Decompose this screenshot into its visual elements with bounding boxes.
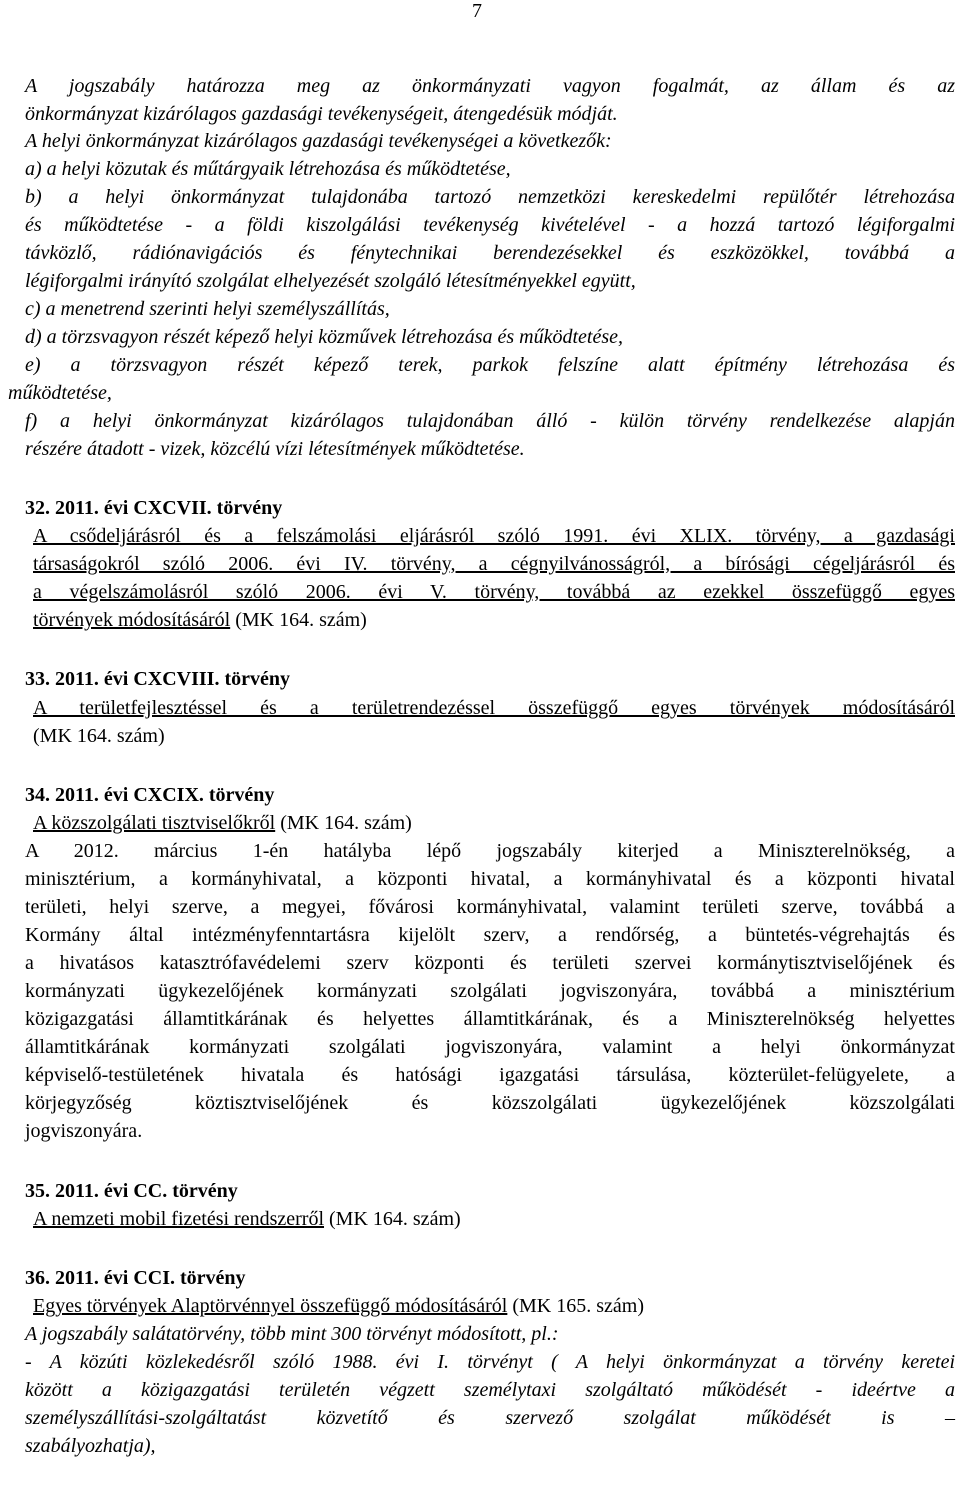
law-source: (MK 164. szám) [275, 812, 412, 834]
paragraph-line: a) a helyi közutak és műtárgyaik létrehozása és működtetése, [25, 158, 511, 180]
law-heading: 36. 2011. évi CCI. törvény [25, 1267, 246, 1289]
paragraph-line: Kormány által intézményfenntartásra kijelölt szerv, a rendőrség, a büntetés-végrehajtás és [25, 924, 955, 946]
law-title-line: a végelszámolásról szóló 2006. évi V. törvény, továbbá az ezekkel összefüggő egyes [33, 581, 955, 603]
law-source: (MK 164. szám) [324, 1208, 461, 1230]
law-title-line [33, 1293, 960, 1320]
law-title-line: A csődeljárásról és a felszámolási eljárásról szóló 1991. évi XLIX. törvény, a gazdasági [33, 525, 955, 547]
paragraph-line: c) a menetrend szerinti helyi személyszállítás, [25, 298, 390, 320]
paragraph-line: képviselő-testületének hivatala és hatósági igazgatási társulása, közterület-felügyelete, a [25, 1064, 955, 1086]
law-heading: 32. 2011. évi CXCVII. törvény [25, 497, 283, 519]
paragraph-line: között a közigazgatási területén végzett személytaxi szolgáltató működését - ideértve a [25, 1379, 955, 1401]
paragraph-line: személyszállítási-szolgáltatást közvetítő és szervező szolgálat működését is – [25, 1407, 955, 1429]
law-title-line [33, 1206, 960, 1233]
paragraph-line: légiforgalmi irányító szolgálat elhelyezését szolgáló létesítményekkel együtt, [25, 270, 636, 292]
paragraph-line: minisztérium, a kormányhivatal, a központi hivatal, a kormányhivatal és a központi hivatal [25, 868, 955, 890]
paragraph-line: államtitkárának kormányzati szolgálati jogviszonyára, valamint a helyi önkormányzat [25, 1036, 955, 1058]
paragraph-line: d) a törzsvagyon részét képező helyi közművek létrehozása és működtetése, [25, 326, 623, 348]
law-title-line: A területfejlesztéssel és a területrendezéssel összefüggő egyes törvények módosításáról [33, 697, 955, 719]
paragraph-line: f) a helyi önkormányzat kizárólagos tulajdonában álló - külön törvény rendelkezése alapján [25, 410, 955, 432]
paragraph-line: A jogszabály salátatörvény, több mint 300 törvényt módosított, pl.: [25, 1323, 559, 1345]
paragraph-line: működtetése, [8, 382, 112, 404]
paragraph-line: közigazgatási államtitkárának és helyettes államtitkárának, és a Miniszterelnökség helyettes [25, 1008, 955, 1030]
law-source: (MK 164. szám) [33, 725, 165, 747]
law-source: (MK 164. szám) [230, 609, 367, 631]
paragraph-line: körjegyzőség köztisztviselőjének és közszolgálati ügykezelőjének közszolgálati [25, 1092, 955, 1114]
law-title-underlined: A közszolgálati tisztviselőkről [33, 812, 276, 834]
paragraph-line: A helyi önkormányzat kizárólagos gazdasági tevékenységei a következők: [25, 130, 612, 152]
paragraph-line: önkormányzat kizárólagos gazdasági tevékenységeit, átengedésük módját. [25, 103, 618, 125]
paragraph-line: és működtetése - a földi kiszolgálási tevékenység kivételével - a hozzá tartozó légiforgalmi [25, 214, 955, 236]
law-title-underlined: A nemzeti mobil fizetési rendszerről [33, 1208, 325, 1230]
law-heading: 35. 2011. évi CC. törvény [25, 1180, 238, 1202]
law-title-line [33, 810, 960, 837]
law-source: (MK 165. szám) [507, 1295, 644, 1317]
law-title-underlined: Egyes törvények Alaptörvénnyel összefüggő módosításáról [33, 1295, 508, 1317]
paragraph-line: távközlő, rádiónavigációs és fénytechnikai berendezésekkel és eszközökkel, továbbá a [25, 242, 955, 264]
paragraph-line: A 2012. március 1-én hatályba lépő jogszabály kiterjed a Miniszterelnökség, a [25, 840, 955, 862]
paragraph-line: területi, helyi szerve, a megyei, fővárosi kormányhivatal, valamint területi szerve, továbbá a [25, 896, 955, 918]
law-title-underlined: törvények módosításáról [33, 609, 231, 631]
paragraph-line: a hivatásos katasztrófavédelemi szerv központi és területi szervei kormánytisztviselőjének és [25, 952, 955, 974]
paragraph-line: - A közúti közlekedésről szóló 1988. évi I. törvényt ( A helyi önkormányzat a törvény keretei [25, 1351, 955, 1373]
paragraph-line: A jogszabály határozza meg az önkormányzati vagyon fogalmát, az állam és az [25, 75, 955, 97]
law-heading: 34. 2011. évi CXCIX. törvény [25, 784, 275, 806]
paragraph-line: részére átadott - vizek, közcélú vízi létesítmények működtetése. [25, 438, 525, 460]
paragraph-line: e) a törzsvagyon részét képező terek, parkok felszíne alatt építmény létrehozása és [25, 354, 955, 376]
law-heading: 33. 2011. évi CXCVIII. törvény [25, 668, 290, 690]
law-title-line [33, 607, 960, 634]
paragraph-line: szabályozhatja), [25, 1435, 156, 1457]
law-title-line: társaságokról szóló 2006. évi IV. törvény, a cégnyilvánosságról, a bírósági cégeljárásról és [33, 553, 955, 575]
paragraph-line: kormányzati ügykezelőjének kormányzati szolgálati jogviszonyára, továbbá a minisztérium [25, 980, 955, 1002]
page-number: 7 [472, 0, 482, 22]
paragraph-line: jogviszonyára. [25, 1120, 143, 1142]
paragraph-line: b) a helyi önkormányzat tulajdonába tartozó nemzetközi kereskedelmi repülőtér létrehozása [25, 186, 955, 208]
